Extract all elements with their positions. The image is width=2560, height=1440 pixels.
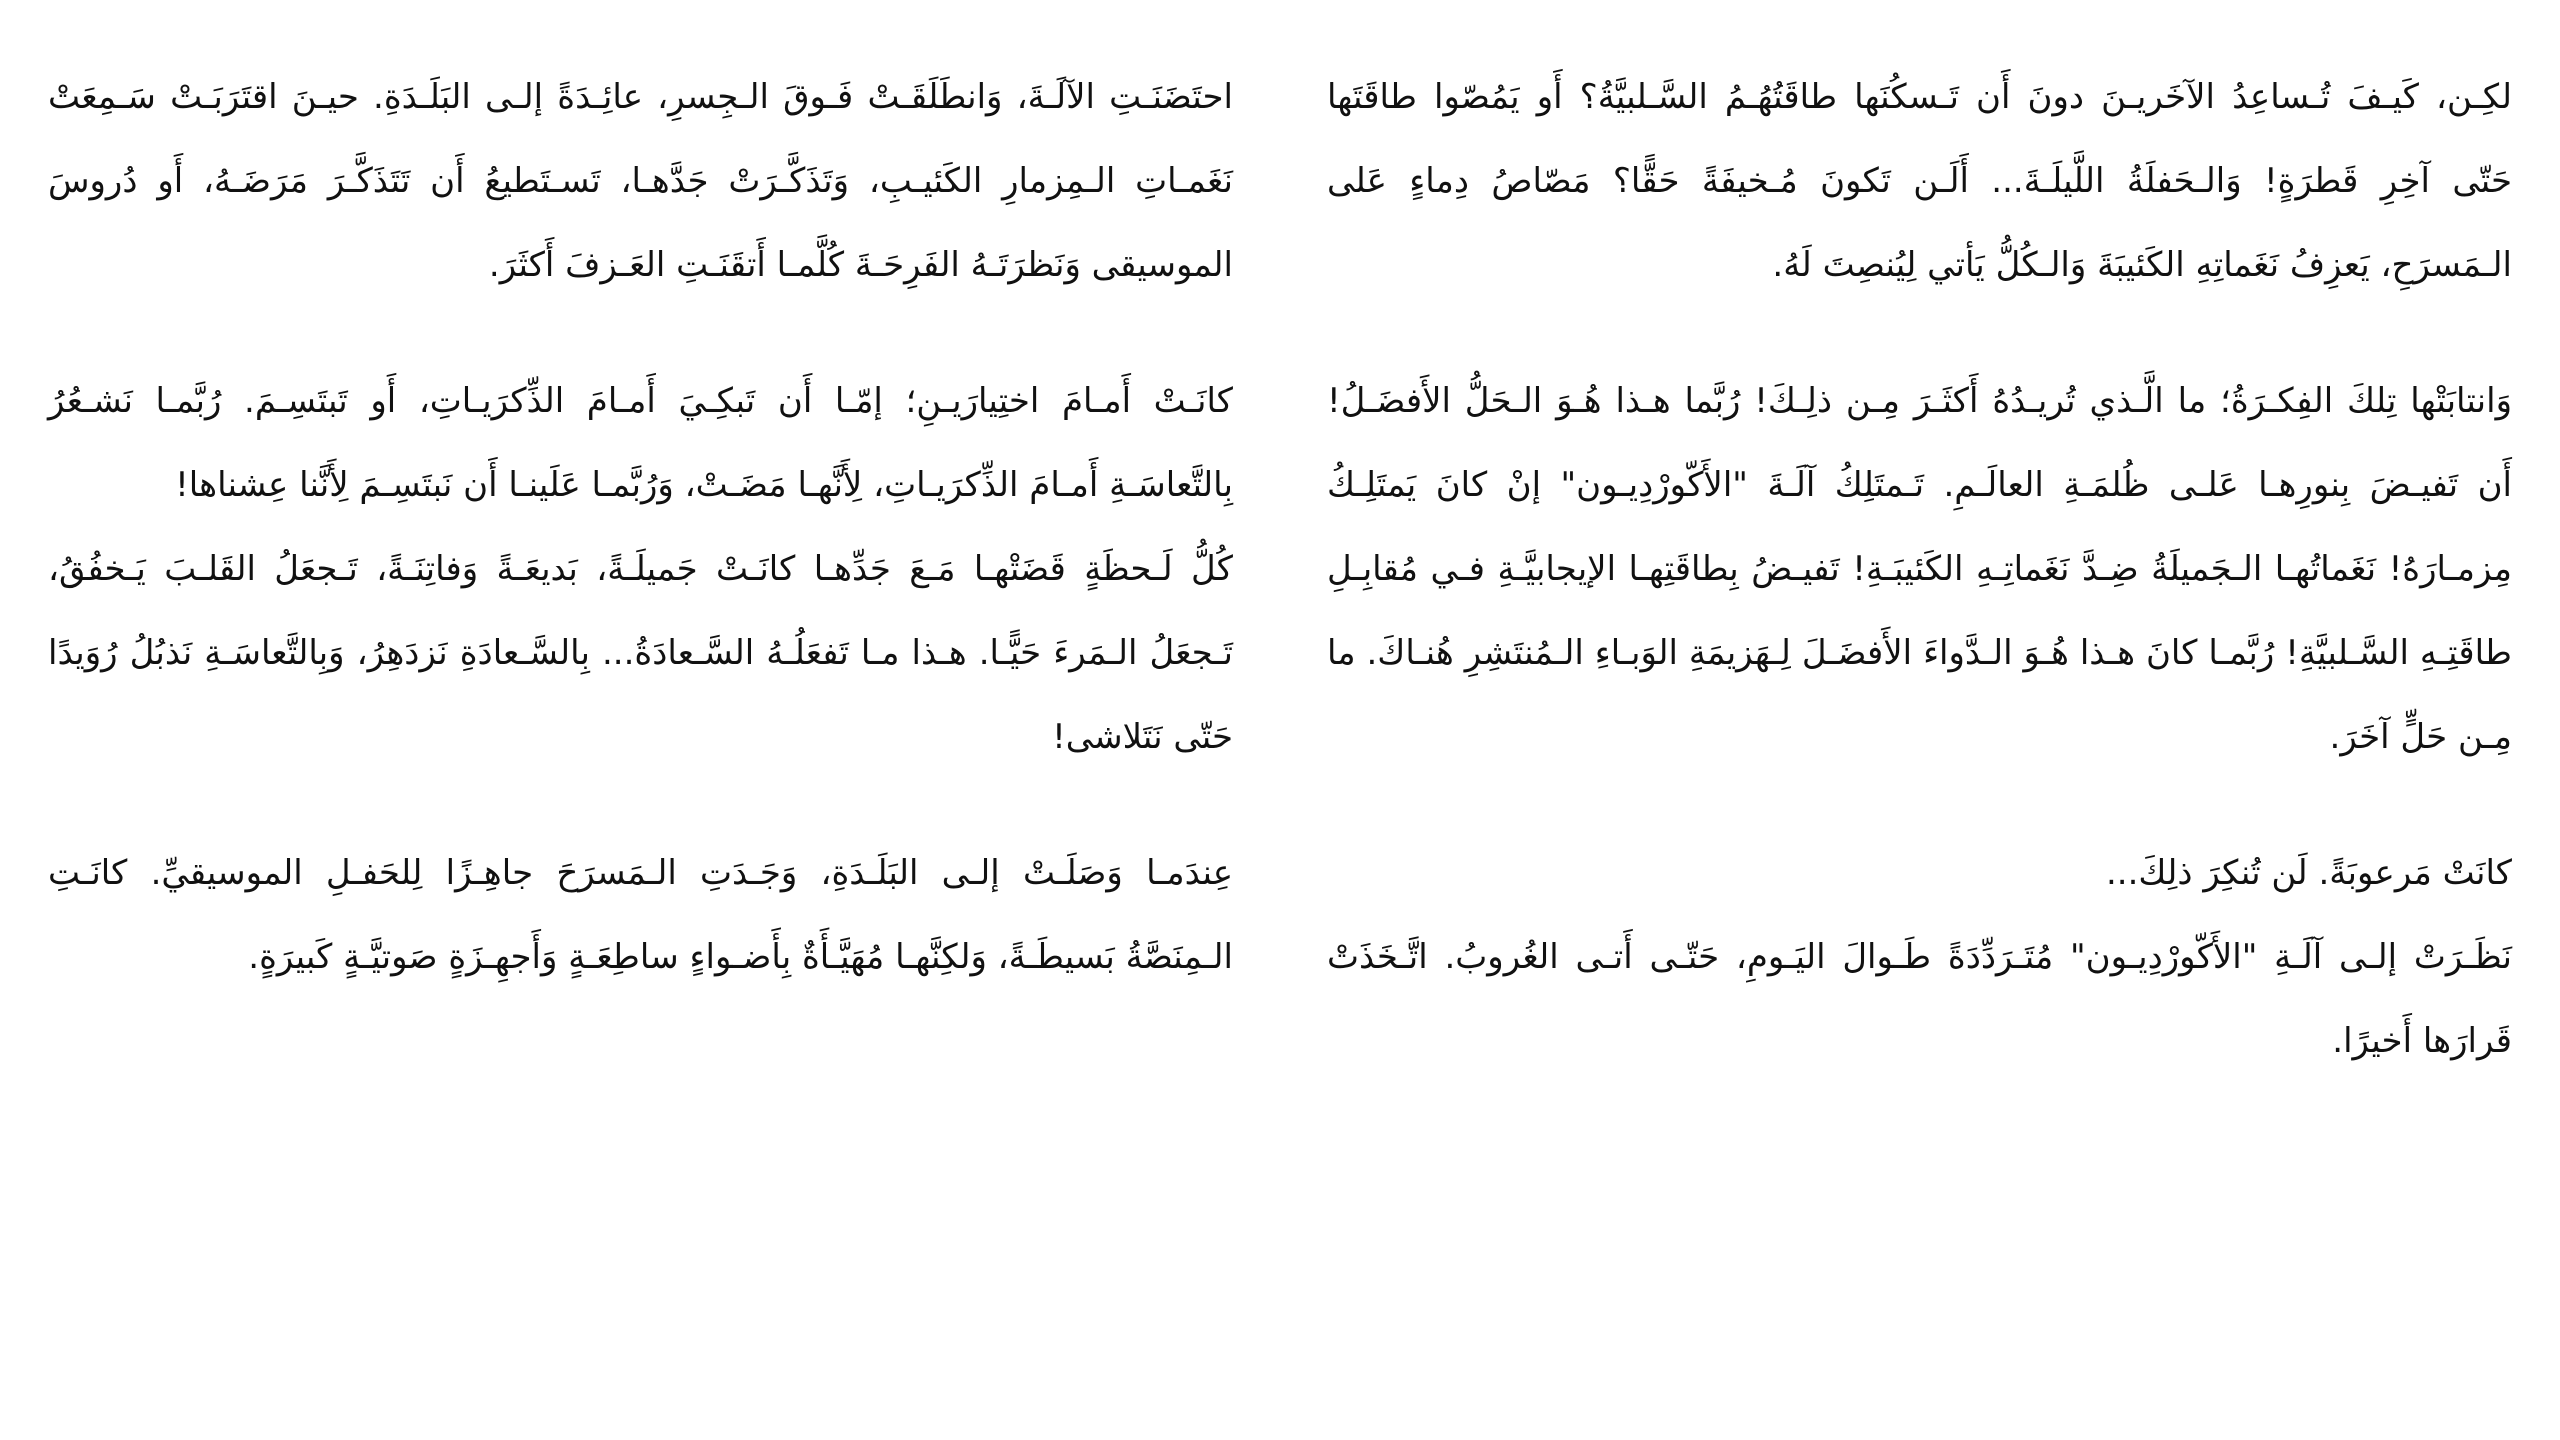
- paragraph: نَظَـرَتْ إلـى آلَـةِ "الأَكّورْدِيـون" مُتَـرَدِّدَةً طَـوالَ اليَـومِ، حَتّـى أَتـى الغُروبُ. اتَّـخَذَتْ قَرارَها أَخيرًا.: [1327, 937, 2512, 1061]
- paragraph: عِندَمـا وَصَلَـتْ إلـى البَلَـدَةِ، وَجَـدَتِ الـمَسرَحَ جاهِـزًا لِلحَفـلِ الموسيقيِّ. كانَـتِ الـمِنَصَّةُ بَسيطَـةً، وَلكِنَّهـا مُهَيَّـأَةٌ بِأَضـواءٍ ساطِعَـةٍ وَأَجهِـزَةٍ صَوتيَّـةٍ كَبيرَةٍ.: [48, 853, 1233, 977]
- right-column: [1327, 55, 2512, 1425]
- paragraph: لكِـن، كَيـفَ تُـساعِدُ الآخَريـنَ دونَ أَن تَـسكُنَها طاقَتُهُـمُ السَّـلبيَّةُ؟ أَو يَمُصّوا طاقَتَها حَتّى آخِرِ قَطرَةٍ! وَالـحَفلَةُ اللَّيلَـةَ... أَلَـن تَكونَ مُـخيفَةً حَقًّا؟ مَصّاصُ دِماءٍ عَلى الـمَسرَحِ، يَعزِفُ نَغَماتِهِ الكَئيبَةَ وَالـكُلُّ يَأتي لِيُنصِتَ لَهُ.: [1327, 77, 2512, 285]
- paragraph: وَانتابَتْها تِلكَ الفِكـرَةُ؛ ما الَّـذي تُريـدُهُ أَكثَـرَ مِـن ذلِـكَ! رُبَّما هـذا هُـوَ الـحَلُّ الأَفضَـلُ! أَن تَفيـضَ بِنورِهـا عَلـى ظُلمَـةِ العالَـمِ. تَـمتَلِكُ آلَـةَ "الأَكّورْدِيـون" إنْ كانَ يَمتَلِـكُ مِزمـارَهُ! نَغَماتُهـا الـجَميلَةُ ضِـدَّ نَغَماتِـهِ الكَئيبَـةِ! تَفيـضُ بِطاقَتِهـا الإيجابيَّـةِ فـي مُقابِـلِ طاقَتِـهِ السَّـلبيَّةِ! رُبَّمـا كانَ هـذا هُـوَ الـدَّواءَ الأَفضَـلَ لِـهَزيمَةِ الوَبـاءِ الـمُنتَشِرِ هُنـاكَ. ما مِـن حَلٍّ آخَرَ.: [1327, 381, 2512, 757]
- paragraph: كانَـتْ أَمـامَ اختِيارَيـنِ؛ إمّـا أَن تَبكِـيَ أَمـامَ الذِّكرَيـاتِ، أَو تَبتَسِـمَ. رُبَّمـا نَشـعُرُ بِالتَّعاسَـةِ أَمـامَ الذِّكرَيـاتِ، لِأَنَّهـا مَضَـتْ، وَرُبَّمـا عَلَينـا أَن نَبتَسِـمَ لِأَنَّنا عِشناها!: [48, 381, 1233, 505]
- paragraph: كانَتْ مَرعوبَةً. لَن تُنكِرَ ذلِكَ...: [2105, 853, 2512, 893]
- paragraph: احتَضَنَـتِ الآلَـةَ، وَانطَلَقَـتْ فَـوقَ الـجِسرِ، عائِـدَةً إلـى البَلَـدَةِ. حيـنَ اقتَرَبَـتْ سَـمِعَتْ نَغَمـاتِ الـمِزمارِ الكَئيـبِ، وَتَذَكَّـرَتْ جَدَّهـا، تَسـتَطيعُ أَن تَتَذَكَّـرَ مَرَضَـهُ، أَو دُروسَ الموسيقى وَنَظرَتَـهُ الفَرِحَـةَ كُلَّمـا أَتقَنَـتِ العَـزفَ أَكثَرَ.: [48, 77, 1233, 285]
- left-column: [48, 55, 1233, 1425]
- two-column-page: [0, 55, 2560, 1425]
- paragraph: كُلُّ لَـحظَةٍ قَضَتْهـا مَـعَ جَدِّهـا كانَـتْ جَميلَـةً، بَديعَـةً وَفاتِنَـةً، تَـجعَلُ القَلـبَ يَـخفُقُ، تَـجعَلُ الـمَرءَ حَيًّـا. هـذا مـا تَفعَلُـهُ السَّـعادَةُ... بِالسَّـعادَةِ نَزدَهِرُ، وَبِالتَّعاسَـةِ نَذبُلُ رُوَيدًا حَتّى نَتَلاشى!: [48, 549, 1233, 757]
